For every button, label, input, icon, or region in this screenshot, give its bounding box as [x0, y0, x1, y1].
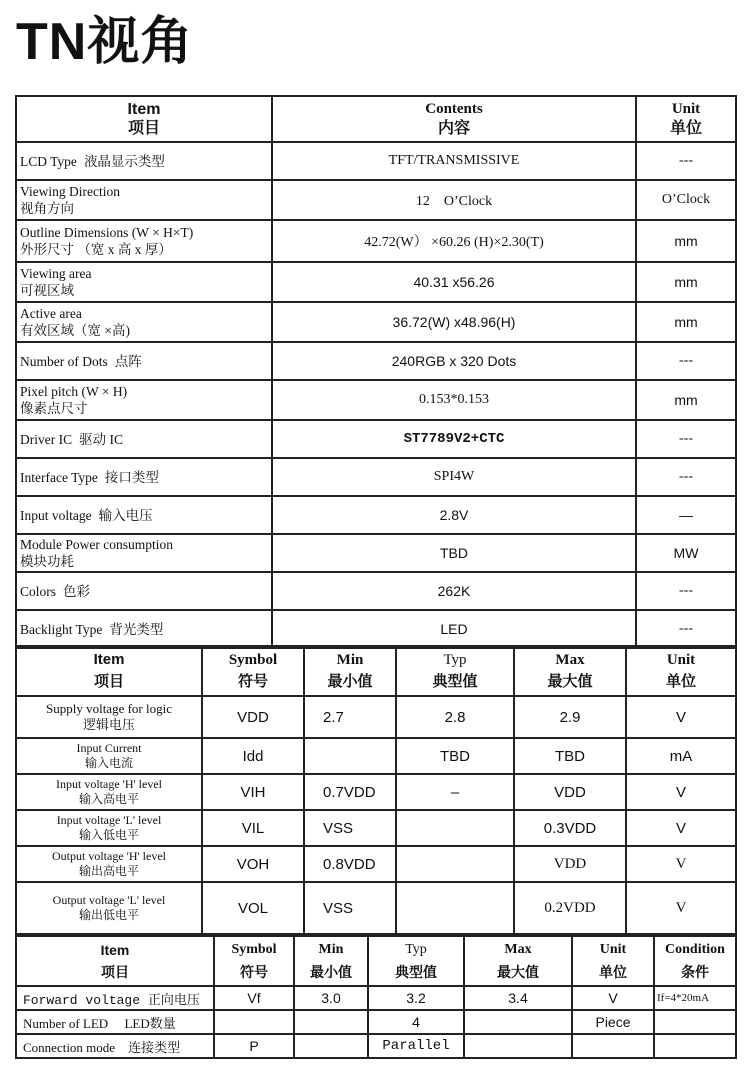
led-table — [15, 935, 737, 1059]
header-unit — [572, 936, 654, 986]
symbol-cell: VDD — [202, 696, 304, 738]
param-zh: 液晶显示类型 — [83, 153, 165, 169]
spec-row — [16, 142, 736, 180]
max-cell: 2.9 — [514, 696, 626, 738]
param-zh: 像素点尺寸 — [20, 401, 88, 416]
header-unit-en: Unit — [671, 101, 701, 117]
header-symbol-en: Symbol — [231, 942, 277, 957]
spec-unit: mm — [636, 302, 736, 342]
unit-cell — [572, 1034, 654, 1058]
led-table-body — [16, 986, 736, 1058]
symbol-cell: Idd — [202, 738, 304, 774]
spec-param — [16, 458, 272, 496]
spec-row — [16, 534, 736, 572]
header-max-zh: 最大值 — [547, 673, 593, 690]
spec-row — [16, 302, 736, 342]
typ-cell: TBD — [396, 738, 514, 774]
unit-cell: V — [626, 810, 736, 846]
symbol-cell: Vf — [214, 986, 294, 1010]
header-item-zh: 项目 — [127, 120, 160, 137]
header-item-zh: 项目 — [101, 964, 129, 980]
max-cell: 3.4 — [464, 986, 572, 1010]
param-zh: 点阵 — [114, 353, 142, 369]
typ-cell: – — [396, 774, 514, 810]
spec-unit: --- — [636, 420, 736, 458]
electrical-param — [16, 882, 202, 934]
header-symbol-zh: 符号 — [240, 964, 268, 980]
spec-unit: mm — [636, 380, 736, 420]
min-cell: 2.7 — [304, 696, 396, 738]
spec-param — [16, 610, 272, 648]
header-min — [304, 646, 396, 696]
header-symbol-en: Symbol — [228, 652, 278, 668]
spec-param — [16, 220, 272, 262]
header-item-en: Item — [100, 942, 130, 958]
param-en: Input voltage 'H' level — [56, 777, 162, 791]
typ-cell — [396, 810, 514, 846]
param-en: Colors — [20, 583, 57, 599]
spec-row — [16, 420, 736, 458]
header-condition-en: Condition — [665, 942, 725, 957]
typ-cell: Parallel — [368, 1034, 464, 1058]
header-min — [294, 936, 368, 986]
spec-unit: MW — [636, 534, 736, 572]
header-condition-zh: 条件 — [681, 964, 709, 980]
spec-unit: O’Clock — [636, 180, 736, 220]
param-en: Input Current — [76, 741, 142, 755]
electrical-table-body — [16, 696, 736, 934]
spec-unit: mm — [636, 220, 736, 262]
symbol-cell: VOH — [202, 846, 304, 882]
header-min-en: Min — [336, 652, 364, 668]
min-cell — [294, 1010, 368, 1034]
electrical-row — [16, 738, 736, 774]
symbol-cell: P — [214, 1034, 294, 1058]
led-param: Number of LED LED数量 — [16, 1010, 214, 1034]
header-contents-zh: 内容 — [437, 120, 470, 137]
typ-cell: 3.2 — [368, 986, 464, 1010]
max-cell: TBD — [514, 738, 626, 774]
param-en: Viewing Direction — [20, 184, 121, 199]
header-typ-zh: 典型值 — [432, 673, 478, 690]
page-title: TN视角 — [16, 13, 194, 71]
spec-value: SPI4W — [272, 458, 636, 496]
electrical-param — [16, 738, 202, 774]
param-zh: 输入高电平 — [78, 792, 139, 806]
header-contents — [272, 96, 636, 142]
spec-unit: --- — [636, 342, 736, 380]
param-en: LCD Type — [20, 153, 77, 169]
spec-value: 2.8V — [272, 496, 636, 534]
spec-unit: --- — [636, 142, 736, 180]
header-unit — [626, 646, 736, 696]
min-cell: VSS — [304, 882, 396, 934]
header-unit — [636, 96, 736, 142]
spec-value: TBD — [272, 534, 636, 572]
unit-cell: mA — [626, 738, 736, 774]
spec-value: 262K — [272, 572, 636, 610]
symbol-cell: VIL — [202, 810, 304, 846]
spec-param — [16, 572, 272, 610]
unit-cell: V — [626, 882, 736, 934]
min-cell: 0.8VDD — [304, 846, 396, 882]
min-cell: 3.0 — [294, 986, 368, 1010]
spec-table-body — [16, 142, 736, 648]
typ-cell — [396, 882, 514, 934]
header-unit-zh: 单位 — [665, 673, 696, 690]
typ-cell — [396, 846, 514, 882]
spec-row — [16, 342, 736, 380]
spec-value: 12 O’Clock — [272, 180, 636, 220]
param-en: Output voltage 'L' level — [52, 893, 166, 907]
header-symbol-zh: 符号 — [237, 673, 268, 690]
spec-param — [16, 380, 272, 420]
spec-param — [16, 180, 272, 220]
header-typ — [368, 936, 464, 986]
param-en: Outline Dimensions (W × H×T) — [20, 225, 194, 240]
header-typ-en: Typ — [405, 942, 427, 957]
header-min-zh: 最小值 — [310, 964, 352, 980]
header-max-en: Max — [555, 652, 585, 668]
led-row — [16, 986, 736, 1010]
header-condition — [654, 936, 736, 986]
param-zh: 有效区域（宽 ×高) — [20, 323, 130, 338]
max-cell: VDD — [514, 774, 626, 810]
spec-row — [16, 572, 736, 610]
spec-row — [16, 380, 736, 420]
spec-param — [16, 534, 272, 572]
header-min-en: Min — [318, 942, 344, 957]
led-row — [16, 1034, 736, 1058]
param-zh: 外形尺寸 （宽 x 高 x 厚） — [20, 242, 172, 257]
spec-value: 42.72(W） ×60.26 (H)×2.30(T) — [272, 220, 636, 262]
header-item — [16, 96, 272, 142]
spec-unit: --- — [636, 572, 736, 610]
typ-cell: 2.8 — [396, 696, 514, 738]
electrical-row — [16, 810, 736, 846]
spec-row — [16, 496, 736, 534]
max-cell — [464, 1010, 572, 1034]
condition-cell — [654, 1010, 736, 1034]
max-cell: 0.2VDD — [514, 882, 626, 934]
param-en: Module Power consumption — [20, 537, 173, 552]
param-zh: 驱动 IC — [79, 431, 123, 447]
header-max — [514, 646, 626, 696]
led-row — [16, 1010, 736, 1034]
header-symbol — [214, 936, 294, 986]
param-zh: 输入低电平 — [78, 828, 139, 842]
header-min-zh: 最小值 — [327, 673, 373, 690]
electrical-row — [16, 696, 736, 738]
spec-unit: — — [636, 496, 736, 534]
header-item-en: Item — [127, 101, 161, 118]
spec-param — [16, 142, 272, 180]
header-contents-en: Contents — [425, 101, 483, 117]
param-zh: 可视区域 — [20, 283, 74, 298]
param-en: Input voltage 'L' level — [56, 813, 162, 827]
spec-param — [16, 342, 272, 380]
spec-row — [16, 262, 736, 302]
spec-param — [16, 262, 272, 302]
spec-value: 40.31 x56.26 — [272, 262, 636, 302]
header-unit-zh: 单位 — [669, 120, 702, 137]
header-typ-en: Typ — [443, 652, 467, 668]
param-en: Active area — [20, 306, 82, 321]
min-cell — [294, 1034, 368, 1058]
electrical-row — [16, 774, 736, 810]
unit-cell: V — [626, 696, 736, 738]
header-item — [16, 646, 202, 696]
spec-table — [15, 95, 737, 649]
spec-value: ST7789V2+CTC — [272, 420, 636, 458]
symbol-cell: VIH — [202, 774, 304, 810]
header-unit-zh: 单位 — [599, 964, 627, 980]
spec-param — [16, 496, 272, 534]
spec-unit: mm — [636, 262, 736, 302]
header-max — [464, 936, 572, 986]
param-zh: 视角方向 — [20, 201, 74, 216]
led-param: Connection mode 连接类型 — [16, 1034, 214, 1058]
param-en: Supply voltage for logic — [45, 701, 172, 716]
spec-value: 36.72(W) x48.96(H) — [272, 302, 636, 342]
param-en: Number of Dots — [20, 353, 108, 369]
header-symbol — [202, 646, 304, 696]
max-cell: VDD — [514, 846, 626, 882]
electrical-table — [15, 645, 737, 935]
param-zh: 输入电流 — [84, 756, 133, 770]
header-typ — [396, 646, 514, 696]
param-zh: 输出低电平 — [78, 908, 139, 922]
header-typ-zh: 典型值 — [395, 964, 437, 980]
spec-value: TFT/TRANSMISSIVE — [272, 142, 636, 180]
max-cell: 0.3VDD — [514, 810, 626, 846]
condition-cell — [654, 1034, 736, 1058]
spec-unit: --- — [636, 458, 736, 496]
spec-param — [16, 302, 272, 342]
spec-unit: --- — [636, 610, 736, 648]
spec-value: LED — [272, 610, 636, 648]
param-en: Input voltage — [20, 507, 92, 523]
unit-cell: V — [626, 774, 736, 810]
spec-row — [16, 180, 736, 220]
param-en: Backlight Type — [20, 621, 103, 637]
header-item-en: Item — [93, 651, 125, 668]
param-zh: 接口类型 — [104, 469, 159, 485]
spec-value: 0.153*0.153 — [272, 380, 636, 420]
spec-value: 240RGB x 320 Dots — [272, 342, 636, 380]
param-en: Viewing area — [20, 266, 92, 281]
header-max-zh: 最大值 — [497, 964, 539, 980]
electrical-param — [16, 774, 202, 810]
param-zh: 背光类型 — [109, 621, 164, 637]
header-item — [16, 936, 214, 986]
electrical-param — [16, 846, 202, 882]
param-zh: 输出高电平 — [78, 864, 139, 878]
param-en: Pixel pitch (W × H) — [20, 384, 128, 399]
electrical-param — [16, 696, 202, 738]
spec-row — [16, 220, 736, 262]
electrical-row — [16, 882, 736, 934]
param-zh: 模块功耗 — [20, 554, 74, 569]
spec-row — [16, 610, 736, 648]
electrical-row — [16, 846, 736, 882]
max-cell — [464, 1034, 572, 1058]
header-unit-en: Unit — [666, 652, 696, 668]
param-zh: 逻辑电压 — [82, 717, 135, 732]
header-item-zh: 项目 — [93, 673, 124, 690]
min-cell: 0.7VDD — [304, 774, 396, 810]
header-max-en: Max — [504, 942, 532, 957]
symbol-cell: VOL — [202, 882, 304, 934]
param-zh: 色彩 — [63, 583, 91, 599]
param-zh: 输入电压 — [98, 507, 153, 523]
led-param: Forward voltage 正向电压 — [16, 986, 214, 1010]
electrical-table-header — [16, 646, 736, 696]
param-en: Output voltage 'H' level — [52, 849, 166, 863]
min-cell: VSS — [304, 810, 396, 846]
unit-cell: V — [572, 986, 654, 1010]
header-unit-en: Unit — [599, 942, 627, 957]
electrical-param — [16, 810, 202, 846]
unit-cell: V — [626, 846, 736, 882]
param-en: Interface Type — [20, 469, 98, 485]
typ-cell: 4 — [368, 1010, 464, 1034]
led-table-header — [16, 936, 736, 986]
spec-table-header — [16, 96, 736, 142]
condition-cell: If=4*20mA — [654, 986, 736, 1010]
min-cell — [304, 738, 396, 774]
unit-cell: Piece — [572, 1010, 654, 1034]
param-en: Driver IC — [20, 431, 73, 447]
spec-row — [16, 458, 736, 496]
spec-param — [16, 420, 272, 458]
symbol-cell — [214, 1010, 294, 1034]
